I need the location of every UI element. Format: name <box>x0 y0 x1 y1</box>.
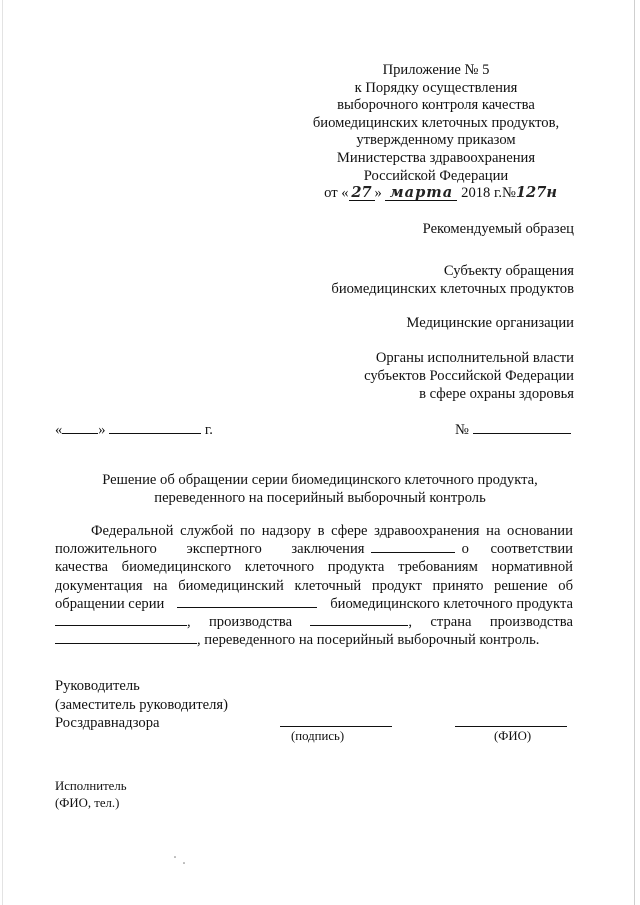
fio-blank <box>455 726 567 727</box>
body-word: биомедицинский <box>178 577 284 594</box>
body-text-segment: обращении серии <box>55 595 165 612</box>
body-row <box>55 595 573 613</box>
title-line: Решение об обращении серии биомедицинского клеточного продукта, <box>102 472 538 488</box>
comma: , <box>187 614 191 631</box>
body-word: производства <box>208 614 293 631</box>
number-blank <box>473 421 571 434</box>
country-blank <box>55 631 197 644</box>
addressee-medorg: Медицинские организации <box>406 315 574 331</box>
scan-edge-left <box>2 0 3 905</box>
body-text-segment: положительного экспертного заключения <box>55 541 365 558</box>
product-name-field <box>55 613 191 631</box>
executor-line: (ФИО, тел.) <box>55 796 120 810</box>
addressee-line: в сфере охраны здоровья <box>419 386 574 402</box>
body-word: производства <box>489 614 573 631</box>
product-name-blank <box>55 613 187 626</box>
date-month-blank <box>109 421 201 434</box>
decision-body <box>55 522 573 649</box>
order-year: 2018 г. <box>461 185 502 202</box>
body-text-segment: , переведенного на посерийный выборочный контроль. <box>197 632 540 649</box>
signatory-line: (заместитель руководителя) <box>55 696 228 713</box>
executor-line: Исполнитель <box>55 779 127 793</box>
order-date-line <box>300 185 572 203</box>
body-word: сфере <box>331 523 368 539</box>
body-word: нормативной <box>491 559 573 576</box>
addressee-subject <box>331 262 574 298</box>
appendix-line: утвержденному приказом <box>356 132 516 149</box>
appendix-line: Министерства здравоохранения <box>336 149 536 166</box>
date-open-quote: « <box>55 422 63 438</box>
body-word: клеточный <box>294 577 362 594</box>
signature-blank <box>280 726 392 727</box>
signature-caption: (подпись) <box>291 729 345 743</box>
scan-edge-right <box>634 0 635 905</box>
body-row <box>55 558 573 576</box>
body-word: принято <box>432 577 484 594</box>
body-text-segment: о соответствии <box>461 541 573 558</box>
body-word: качества <box>55 559 108 576</box>
body-word: на <box>153 577 168 594</box>
body-word: биомедицинского <box>121 559 232 576</box>
scan-specks <box>172 854 192 868</box>
manufacturer-blank <box>310 613 408 626</box>
body-word: решение <box>494 577 548 594</box>
date-day-blank <box>62 421 98 434</box>
body-word: документация <box>55 577 143 594</box>
body-word: на <box>486 523 501 539</box>
series-blank <box>177 595 317 608</box>
speck <box>174 856 176 858</box>
title-line: переведенного на посерийный выборочный контроль <box>154 490 486 506</box>
addressee-line: Субъекту обращения <box>443 263 574 279</box>
body-word: страна <box>430 614 472 631</box>
fio-caption: (ФИО) <box>494 729 532 743</box>
signatory-block <box>55 677 228 733</box>
body-text-segment: биомедицинского клеточного продукта <box>330 595 573 612</box>
body-word: здравоохранения <box>374 523 480 539</box>
scan-speck-marks <box>172 854 192 866</box>
addressee-line: Органы исполнительной власти <box>375 350 574 366</box>
date-field <box>55 421 213 439</box>
order-prefix: от « <box>324 185 349 202</box>
body-word: Федеральной <box>91 523 174 539</box>
body-row <box>55 577 573 595</box>
body-word: требованиям <box>398 559 478 576</box>
body-word: по <box>240 523 256 539</box>
number-label: № <box>455 422 469 438</box>
signatory-line: Росздравнадзора <box>55 715 160 731</box>
order-day-handwritten: 27 <box>349 185 375 201</box>
addressee-gov <box>364 349 574 403</box>
body-word: в <box>317 523 325 539</box>
appendix-header <box>300 62 572 203</box>
addressee-line: субъектов Российской Федерации <box>364 368 574 384</box>
body-row <box>55 540 573 558</box>
speck <box>183 862 185 864</box>
manufacturer-field <box>310 613 412 631</box>
order-mid: » <box>374 185 382 202</box>
conclusion-blank <box>371 540 455 553</box>
body-word: надзору <box>261 523 311 539</box>
decision-title <box>62 471 578 507</box>
order-month-handwritten: марта <box>385 185 457 201</box>
sample-label: Рекомендуемый образец <box>422 221 574 237</box>
body-row <box>55 522 573 540</box>
body-word: службой <box>180 523 234 539</box>
date-year-suffix: г. <box>204 422 213 438</box>
appendix-line: биомедицинских клеточных продуктов, <box>312 114 560 131</box>
comma: , <box>408 614 413 631</box>
appendix-line: выборочного контроля качества <box>337 97 535 114</box>
appendix-line: Приложение № 5 <box>382 62 490 78</box>
date-close-quote: » <box>98 422 106 438</box>
body-row <box>55 631 573 649</box>
body-row <box>55 613 573 631</box>
addressee-line: биомедицинских клеточных продуктов <box>331 281 574 297</box>
order-number-handwritten: 127н <box>515 184 558 202</box>
body-word: основании <box>507 523 573 539</box>
body-word: продукта <box>327 559 385 576</box>
body-word: клеточного <box>244 559 315 576</box>
number-field <box>455 421 571 439</box>
signatory-line: Руководитель <box>55 678 140 694</box>
body-word: продукт <box>371 577 422 594</box>
body-word: об <box>558 577 573 594</box>
order-no-label: № <box>501 185 516 202</box>
appendix-line: Российской Федерации <box>363 167 509 184</box>
appendix-line: к Порядку осуществления <box>354 79 518 96</box>
executor-block <box>55 778 127 812</box>
